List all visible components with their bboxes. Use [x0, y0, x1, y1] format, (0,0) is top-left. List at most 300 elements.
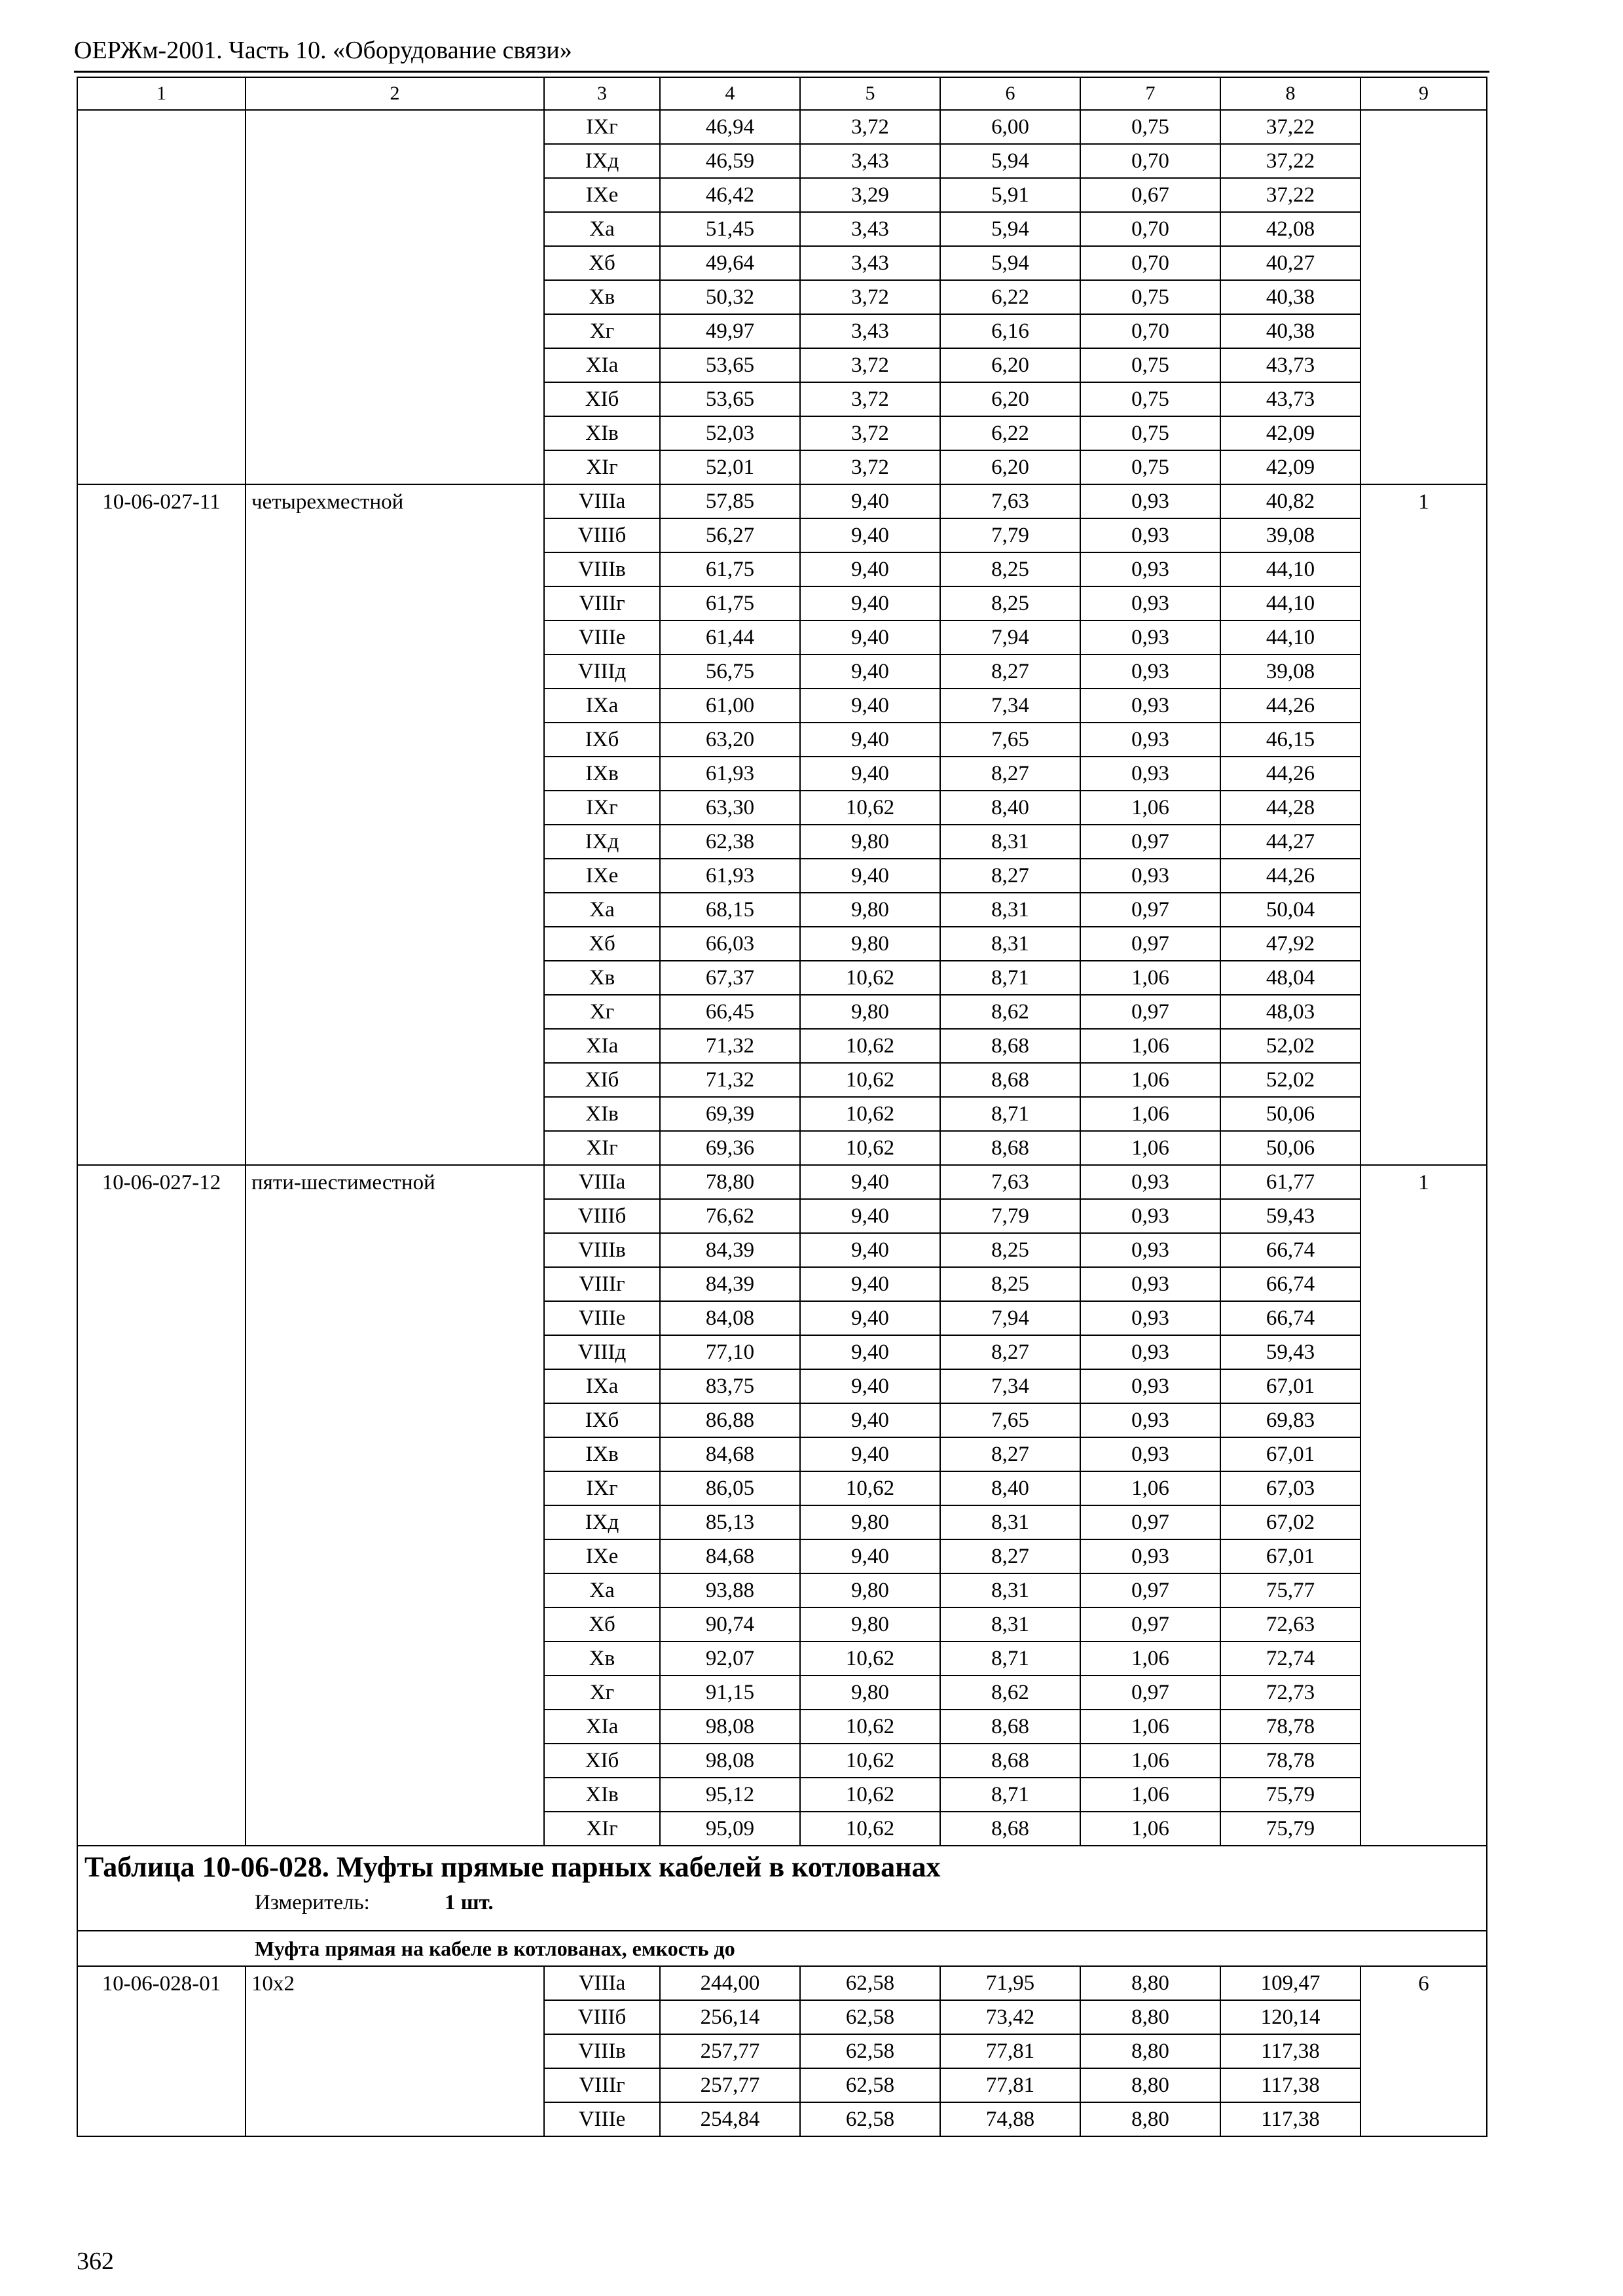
- machines-cell: 8,31: [940, 825, 1080, 859]
- total-cost-cell: 53,65: [660, 382, 800, 416]
- wages-cell: 62,58: [800, 2000, 940, 2034]
- total-cost-cell: 95,12: [660, 1778, 800, 1812]
- materials-cell: 72,73: [1220, 1676, 1360, 1710]
- machines-cell: 8,68: [940, 1063, 1080, 1097]
- zone-cell: IXв: [544, 1437, 660, 1471]
- machinists-wages-cell: 8,80: [1080, 1966, 1220, 2000]
- wages-cell: 9,40: [800, 655, 940, 689]
- zone-cell: XIа: [544, 1710, 660, 1744]
- total-cost-cell: 52,03: [660, 416, 800, 450]
- total-cost-cell: 66,45: [660, 995, 800, 1029]
- total-cost-cell: 84,39: [660, 1233, 800, 1267]
- machines-cell: 8,71: [940, 961, 1080, 995]
- machines-cell: 6,00: [940, 110, 1080, 144]
- total-cost-cell: 46,42: [660, 178, 800, 212]
- zone-cell: XIг: [544, 1131, 660, 1165]
- total-cost-cell: 76,62: [660, 1199, 800, 1233]
- zone-cell: IXд: [544, 825, 660, 859]
- total-cost-cell: 257,77: [660, 2068, 800, 2102]
- materials-cell: 44,27: [1220, 825, 1360, 859]
- machines-cell: 8,68: [940, 1812, 1080, 1846]
- subheader: Муфта прямая на кабеле в котлованах, емкость до: [77, 1931, 1487, 1966]
- total-cost-cell: 46,59: [660, 144, 800, 178]
- machines-cell: 71,95: [940, 1966, 1080, 2000]
- materials-cell: 40,27: [1220, 246, 1360, 280]
- machines-cell: 5,94: [940, 246, 1080, 280]
- machinists-wages-cell: 1,06: [1080, 1097, 1220, 1131]
- machinists-wages-cell: 0,97: [1080, 893, 1220, 927]
- machines-cell: 7,79: [940, 1199, 1080, 1233]
- materials-cell: 47,92: [1220, 927, 1360, 961]
- materials-cell: 72,63: [1220, 1607, 1360, 1641]
- zone-cell: VIIIд: [544, 655, 660, 689]
- machines-cell: 8,31: [940, 927, 1080, 961]
- wages-cell: 9,80: [800, 1505, 940, 1539]
- column-number-4: 4: [660, 77, 800, 110]
- materials-cell: 44,10: [1220, 586, 1360, 620]
- zone-cell: Xв: [544, 1641, 660, 1676]
- machines-cell: 6,20: [940, 450, 1080, 484]
- wages-cell: 9,40: [800, 484, 940, 518]
- machinists-wages-cell: 8,80: [1080, 2068, 1220, 2102]
- zone-cell: VIIIг: [544, 1267, 660, 1301]
- machinists-wages-cell: 0,97: [1080, 1573, 1220, 1607]
- machinists-wages-cell: 1,06: [1080, 791, 1220, 825]
- machinists-wages-cell: 1,06: [1080, 1063, 1220, 1097]
- machines-cell: 6,22: [940, 416, 1080, 450]
- machines-cell: 8,27: [940, 1335, 1080, 1369]
- machines-cell: 5,91: [940, 178, 1080, 212]
- wages-cell: 3,72: [800, 416, 940, 450]
- materials-cell: 46,15: [1220, 723, 1360, 757]
- machines-cell: 8,25: [940, 1233, 1080, 1267]
- zone-cell: VIIIд: [544, 1335, 660, 1369]
- total-cost-cell: 56,27: [660, 518, 800, 552]
- materials-cell: 48,03: [1220, 995, 1360, 1029]
- materials-cell: 72,74: [1220, 1641, 1360, 1676]
- machines-cell: 7,94: [940, 620, 1080, 655]
- materials-cell: 67,01: [1220, 1539, 1360, 1573]
- zone-cell: XIв: [544, 416, 660, 450]
- machinists-wages-cell: 0,93: [1080, 1267, 1220, 1301]
- machinists-wages-cell: 0,75: [1080, 280, 1220, 314]
- machinists-wages-cell: 0,75: [1080, 348, 1220, 382]
- materials-cell: 40,38: [1220, 280, 1360, 314]
- machines-cell: 6,22: [940, 280, 1080, 314]
- machinists-wages-cell: 0,93: [1080, 1165, 1220, 1199]
- machines-cell: 8,31: [940, 1607, 1080, 1641]
- materials-cell: 37,22: [1220, 178, 1360, 212]
- machinists-wages-cell: 0,70: [1080, 314, 1220, 348]
- machinists-wages-cell: 1,06: [1080, 1812, 1220, 1846]
- machinists-wages-cell: 0,93: [1080, 620, 1220, 655]
- total-cost-cell: 78,80: [660, 1165, 800, 1199]
- wages-cell: 10,62: [800, 1710, 940, 1744]
- zone-cell: Xв: [544, 280, 660, 314]
- rates-table-body: [77, 77, 1487, 2136]
- machines-cell: 8,25: [940, 586, 1080, 620]
- machines-cell: 7,79: [940, 518, 1080, 552]
- materials-cell: 39,08: [1220, 518, 1360, 552]
- total-cost-cell: 50,32: [660, 280, 800, 314]
- machinists-wages-cell: 0,70: [1080, 246, 1220, 280]
- zone-cell: VIIIв: [544, 2034, 660, 2068]
- machinists-wages-cell: 0,97: [1080, 927, 1220, 961]
- rate-code-cell: 10-06-027-11: [77, 484, 246, 1165]
- zone-cell: Xб: [544, 1607, 660, 1641]
- zone-cell: VIIIе: [544, 620, 660, 655]
- machinists-wages-cell: 0,75: [1080, 110, 1220, 144]
- wages-cell: 9,80: [800, 1676, 940, 1710]
- total-cost-cell: 86,05: [660, 1471, 800, 1505]
- zone-cell: Xг: [544, 1676, 660, 1710]
- zone-cell: Xб: [544, 246, 660, 280]
- wages-cell: 3,72: [800, 348, 940, 382]
- unit-count-cell: 1: [1360, 1165, 1487, 1846]
- rates-table: [77, 77, 1487, 2137]
- machines-cell: 7,34: [940, 689, 1080, 723]
- total-cost-cell: 85,13: [660, 1505, 800, 1539]
- zone-cell: XIв: [544, 1097, 660, 1131]
- total-cost-cell: 49,97: [660, 314, 800, 348]
- total-cost-cell: 49,64: [660, 246, 800, 280]
- zone-cell: VIIIг: [544, 586, 660, 620]
- wages-cell: 9,80: [800, 1607, 940, 1641]
- zone-cell: VIIIб: [544, 518, 660, 552]
- materials-cell: 37,22: [1220, 110, 1360, 144]
- machinists-wages-cell: 0,75: [1080, 416, 1220, 450]
- total-cost-cell: 61,44: [660, 620, 800, 655]
- materials-cell: 43,73: [1220, 348, 1360, 382]
- machinists-wages-cell: 0,93: [1080, 859, 1220, 893]
- zone-cell: VIIIе: [544, 2102, 660, 2136]
- total-cost-cell: 77,10: [660, 1335, 800, 1369]
- wages-cell: 62,58: [800, 2102, 940, 2136]
- zone-cell: Xг: [544, 995, 660, 1029]
- total-cost-cell: 57,85: [660, 484, 800, 518]
- materials-cell: 52,02: [1220, 1029, 1360, 1063]
- total-cost-cell: 84,68: [660, 1539, 800, 1573]
- zone-cell: VIIIб: [544, 1199, 660, 1233]
- machines-cell: 77,81: [940, 2068, 1080, 2102]
- materials-cell: 42,08: [1220, 212, 1360, 246]
- wages-cell: 10,62: [800, 1744, 940, 1778]
- table-row: [77, 1165, 1487, 1199]
- machinists-wages-cell: 0,75: [1080, 382, 1220, 416]
- total-cost-cell: 61,75: [660, 552, 800, 586]
- machines-cell: 7,63: [940, 484, 1080, 518]
- machines-cell: 7,65: [940, 1403, 1080, 1437]
- total-cost-cell: 244,00: [660, 1966, 800, 2000]
- machines-cell: 6,20: [940, 348, 1080, 382]
- machinists-wages-cell: 1,06: [1080, 1131, 1220, 1165]
- zone-cell: XIв: [544, 1778, 660, 1812]
- machinists-wages-cell: 0,93: [1080, 1369, 1220, 1403]
- materials-cell: 50,06: [1220, 1131, 1360, 1165]
- wages-cell: 10,62: [800, 961, 940, 995]
- total-cost-cell: 92,07: [660, 1641, 800, 1676]
- wages-cell: 9,40: [800, 689, 940, 723]
- wages-cell: 62,58: [800, 1966, 940, 2000]
- machines-cell: 8,31: [940, 1573, 1080, 1607]
- total-cost-cell: 63,20: [660, 723, 800, 757]
- wages-cell: 10,62: [800, 1029, 940, 1063]
- zone-cell: IXг: [544, 1471, 660, 1505]
- materials-cell: 40,38: [1220, 314, 1360, 348]
- header-rule: [74, 71, 1489, 73]
- zone-cell: VIIIв: [544, 552, 660, 586]
- zone-cell: Xб: [544, 927, 660, 961]
- materials-cell: 117,38: [1220, 2068, 1360, 2102]
- machinists-wages-cell: 0,93: [1080, 1437, 1220, 1471]
- zone-cell: XIа: [544, 348, 660, 382]
- wages-cell: 9,40: [800, 859, 940, 893]
- materials-cell: 37,22: [1220, 144, 1360, 178]
- machines-cell: 8,68: [940, 1744, 1080, 1778]
- total-cost-cell: 61,93: [660, 757, 800, 791]
- total-cost-cell: 86,88: [660, 1403, 800, 1437]
- total-cost-cell: 95,09: [660, 1812, 800, 1846]
- machines-cell: 8,62: [940, 995, 1080, 1029]
- wages-cell: 3,43: [800, 314, 940, 348]
- wages-cell: 3,29: [800, 178, 940, 212]
- machinists-wages-cell: 8,80: [1080, 2000, 1220, 2034]
- zone-cell: IXд: [544, 144, 660, 178]
- total-cost-cell: 53,65: [660, 348, 800, 382]
- column-number-2: 2: [246, 77, 544, 110]
- wages-cell: 9,80: [800, 893, 940, 927]
- column-number-row: [77, 77, 1487, 110]
- total-cost-cell: 46,94: [660, 110, 800, 144]
- zone-cell: VIIIв: [544, 1233, 660, 1267]
- wages-cell: 9,40: [800, 552, 940, 586]
- total-cost-cell: 68,15: [660, 893, 800, 927]
- unit-count-cell: 1: [1360, 484, 1487, 1165]
- materials-cell: 69,83: [1220, 1403, 1360, 1437]
- materials-cell: 39,08: [1220, 655, 1360, 689]
- wages-cell: 62,58: [800, 2068, 940, 2102]
- machines-cell: 77,81: [940, 2034, 1080, 2068]
- rate-code-cell: [77, 110, 246, 484]
- wages-cell: 3,43: [800, 246, 940, 280]
- total-cost-cell: 69,39: [660, 1097, 800, 1131]
- materials-cell: 44,26: [1220, 689, 1360, 723]
- total-cost-cell: 63,30: [660, 791, 800, 825]
- machinists-wages-cell: 0,93: [1080, 1539, 1220, 1573]
- zone-cell: IXа: [544, 689, 660, 723]
- machinists-wages-cell: 0,93: [1080, 1403, 1220, 1437]
- materials-cell: 67,01: [1220, 1437, 1360, 1471]
- materials-cell: 50,04: [1220, 893, 1360, 927]
- zone-cell: VIIIа: [544, 484, 660, 518]
- zone-cell: IXг: [544, 791, 660, 825]
- rate-name-cell: [246, 110, 544, 484]
- machinists-wages-cell: 1,06: [1080, 1744, 1220, 1778]
- total-cost-cell: 84,08: [660, 1301, 800, 1335]
- total-cost-cell: 61,75: [660, 586, 800, 620]
- zone-cell: IXе: [544, 178, 660, 212]
- total-cost-cell: 66,03: [660, 927, 800, 961]
- total-cost-cell: 84,68: [660, 1437, 800, 1471]
- materials-cell: 75,79: [1220, 1812, 1360, 1846]
- machines-cell: 5,94: [940, 212, 1080, 246]
- machines-cell: 8,40: [940, 1471, 1080, 1505]
- wages-cell: 9,40: [800, 1539, 940, 1573]
- materials-cell: 67,02: [1220, 1505, 1360, 1539]
- materials-cell: 78,78: [1220, 1710, 1360, 1744]
- machinists-wages-cell: 8,80: [1080, 2102, 1220, 2136]
- machinists-wages-cell: 1,06: [1080, 961, 1220, 995]
- machinists-wages-cell: 0,93: [1080, 1233, 1220, 1267]
- zone-cell: VIIIб: [544, 2000, 660, 2034]
- machines-cell: 8,68: [940, 1029, 1080, 1063]
- total-cost-cell: 61,00: [660, 689, 800, 723]
- column-number-9: 9: [1360, 77, 1487, 110]
- machines-cell: 7,63: [940, 1165, 1080, 1199]
- rate-code-cell: 10-06-027-12: [77, 1165, 246, 1846]
- machines-cell: 7,94: [940, 1301, 1080, 1335]
- materials-cell: 61,77: [1220, 1165, 1360, 1199]
- machines-cell: 8,68: [940, 1710, 1080, 1744]
- zone-cell: XIб: [544, 1744, 660, 1778]
- materials-cell: 67,01: [1220, 1369, 1360, 1403]
- machines-cell: 8,71: [940, 1778, 1080, 1812]
- machinists-wages-cell: 0,93: [1080, 518, 1220, 552]
- zone-cell: XIг: [544, 450, 660, 484]
- machinists-wages-cell: 0,93: [1080, 1301, 1220, 1335]
- machinists-wages-cell: 0,93: [1080, 757, 1220, 791]
- wages-cell: 9,80: [800, 1573, 940, 1607]
- column-number-1: 1: [77, 77, 246, 110]
- machinists-wages-cell: 0,93: [1080, 586, 1220, 620]
- rate-name-cell: пяти-шестиместной: [246, 1165, 544, 1846]
- meter: [255, 1892, 494, 1914]
- wages-cell: 9,40: [800, 1199, 940, 1233]
- machines-cell: 8,25: [940, 1267, 1080, 1301]
- zone-cell: VIIIа: [544, 1165, 660, 1199]
- materials-cell: 48,04: [1220, 961, 1360, 995]
- wages-cell: 9,40: [800, 1335, 940, 1369]
- total-cost-cell: 98,08: [660, 1744, 800, 1778]
- wages-cell: 9,40: [800, 518, 940, 552]
- materials-cell: 44,10: [1220, 620, 1360, 655]
- zone-cell: IXа: [544, 1369, 660, 1403]
- zone-cell: IXе: [544, 1539, 660, 1573]
- zone-cell: IXв: [544, 757, 660, 791]
- materials-cell: 52,02: [1220, 1063, 1360, 1097]
- wages-cell: 10,62: [800, 1131, 940, 1165]
- machines-cell: 8,71: [940, 1097, 1080, 1131]
- machines-cell: 7,65: [940, 723, 1080, 757]
- materials-cell: 66,74: [1220, 1233, 1360, 1267]
- rate-name-cell: 10х2: [246, 1966, 544, 2136]
- total-cost-cell: 52,01: [660, 450, 800, 484]
- materials-cell: 44,10: [1220, 552, 1360, 586]
- wages-cell: 9,40: [800, 757, 940, 791]
- total-cost-cell: 69,36: [660, 1131, 800, 1165]
- column-number-7: 7: [1080, 77, 1220, 110]
- machines-cell: 73,42: [940, 2000, 1080, 2034]
- total-cost-cell: 83,75: [660, 1369, 800, 1403]
- materials-cell: 66,74: [1220, 1301, 1360, 1335]
- machines-cell: 8,62: [940, 1676, 1080, 1710]
- machinists-wages-cell: 0,93: [1080, 689, 1220, 723]
- table-row: [77, 484, 1487, 518]
- wages-cell: 9,40: [800, 1301, 940, 1335]
- materials-cell: 59,43: [1220, 1335, 1360, 1369]
- machinists-wages-cell: 0,93: [1080, 552, 1220, 586]
- zone-cell: Xа: [544, 1573, 660, 1607]
- zone-cell: IXг: [544, 110, 660, 144]
- machines-cell: 8,27: [940, 1437, 1080, 1471]
- wages-cell: 3,72: [800, 280, 940, 314]
- machinists-wages-cell: 0,93: [1080, 484, 1220, 518]
- wages-cell: 9,80: [800, 825, 940, 859]
- meter-value: 1 шт.: [445, 1891, 494, 1914]
- column-number-5: 5: [800, 77, 940, 110]
- machines-cell: 6,20: [940, 382, 1080, 416]
- total-cost-cell: 62,38: [660, 825, 800, 859]
- wages-cell: 10,62: [800, 1471, 940, 1505]
- materials-cell: 43,73: [1220, 382, 1360, 416]
- zone-cell: IXб: [544, 723, 660, 757]
- wages-cell: 10,62: [800, 1063, 940, 1097]
- wages-cell: 9,40: [800, 1267, 940, 1301]
- machinists-wages-cell: 1,06: [1080, 1471, 1220, 1505]
- total-cost-cell: 90,74: [660, 1607, 800, 1641]
- total-cost-cell: 257,77: [660, 2034, 800, 2068]
- materials-cell: 109,47: [1220, 1966, 1360, 2000]
- machinists-wages-cell: 0,97: [1080, 995, 1220, 1029]
- rate-code-cell: 10-06-028-01: [77, 1966, 246, 2136]
- zone-cell: Xв: [544, 961, 660, 995]
- machinists-wages-cell: 0,93: [1080, 655, 1220, 689]
- total-cost-cell: 71,32: [660, 1063, 800, 1097]
- wages-cell: 9,80: [800, 995, 940, 1029]
- machines-cell: 8,68: [940, 1131, 1080, 1165]
- materials-cell: 44,26: [1220, 859, 1360, 893]
- machinists-wages-cell: 1,06: [1080, 1778, 1220, 1812]
- materials-cell: 117,38: [1220, 2102, 1360, 2136]
- machines-cell: 5,94: [940, 144, 1080, 178]
- total-cost-cell: 51,45: [660, 212, 800, 246]
- wages-cell: 3,43: [800, 212, 940, 246]
- zone-cell: Xа: [544, 212, 660, 246]
- materials-cell: 42,09: [1220, 416, 1360, 450]
- machinists-wages-cell: 0,70: [1080, 144, 1220, 178]
- rate-name-cell: четырехместной: [246, 484, 544, 1165]
- machines-cell: 6,16: [940, 314, 1080, 348]
- zone-cell: XIб: [544, 1063, 660, 1097]
- machines-cell: 8,27: [940, 655, 1080, 689]
- zone-cell: IXд: [544, 1505, 660, 1539]
- wages-cell: 10,62: [800, 791, 940, 825]
- machinists-wages-cell: 1,06: [1080, 1641, 1220, 1676]
- wages-cell: 3,72: [800, 110, 940, 144]
- wages-cell: 9,40: [800, 723, 940, 757]
- total-cost-cell: 56,75: [660, 655, 800, 689]
- materials-cell: 42,09: [1220, 450, 1360, 484]
- table-title: [77, 1846, 1487, 1931]
- machines-cell: 8,27: [940, 757, 1080, 791]
- column-number-8: 8: [1220, 77, 1360, 110]
- table-row: [77, 110, 1487, 144]
- machinists-wages-cell: 8,80: [1080, 2034, 1220, 2068]
- wages-cell: 3,72: [800, 450, 940, 484]
- machines-cell: 8,71: [940, 1641, 1080, 1676]
- machinists-wages-cell: 0,97: [1080, 1676, 1220, 1710]
- machinists-wages-cell: 0,97: [1080, 1505, 1220, 1539]
